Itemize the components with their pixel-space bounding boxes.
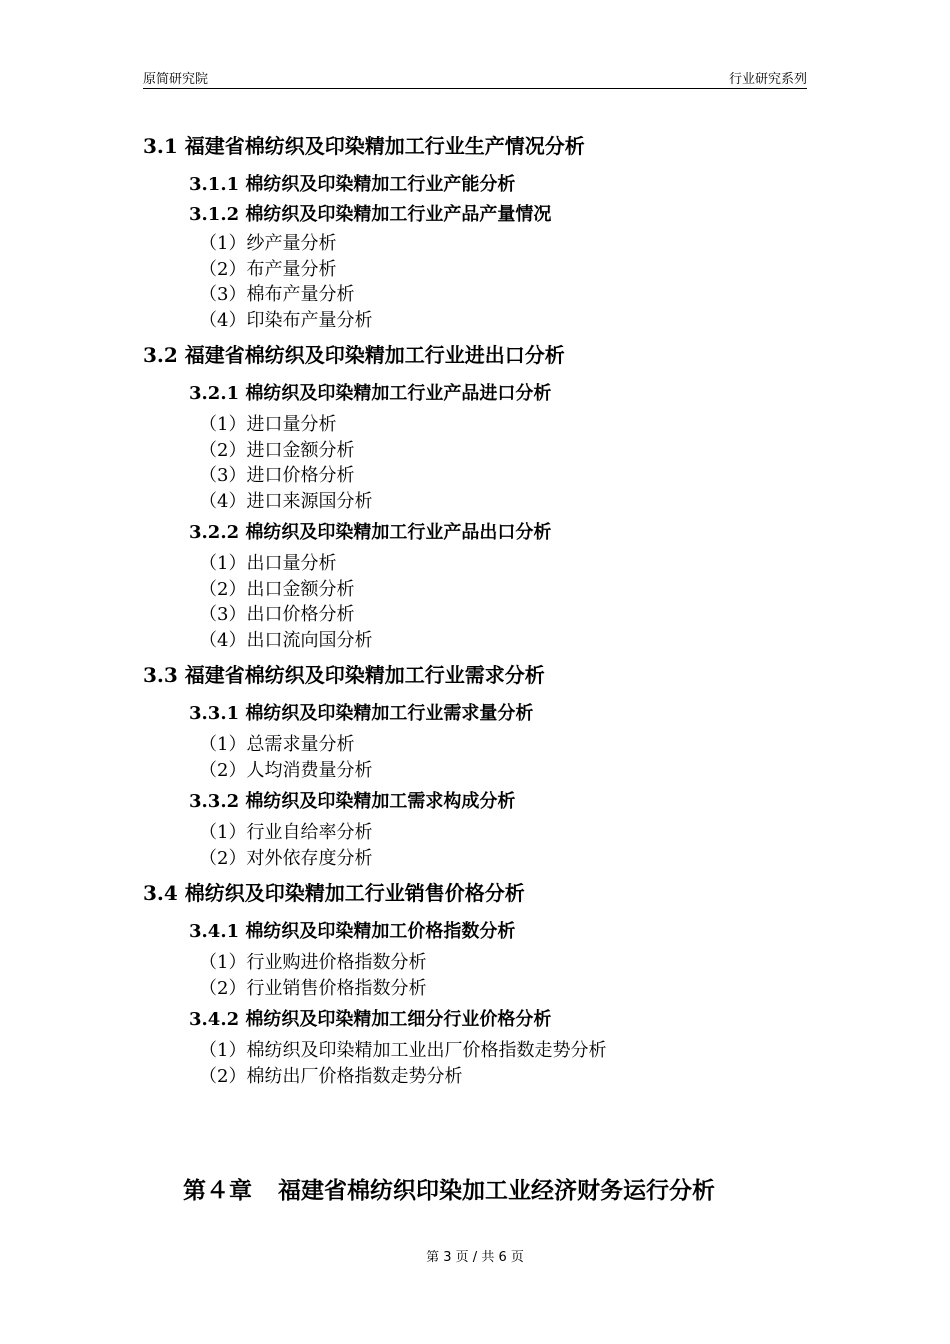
table-of-contents bbox=[143, 134, 823, 1089]
list-item: （2）人均消费量分析 bbox=[199, 759, 373, 781]
subsection-title-3-1-1: 3.1.1 棉纺织及印染精加工行业产能分析 bbox=[189, 174, 516, 195]
subsection-title-3-1-2: 3.1.2 棉纺织及印染精加工行业产品产量情况 bbox=[189, 204, 552, 225]
list-item: （2）棉纺出厂价格指数走势分析 bbox=[199, 1065, 463, 1087]
subsection-title-3-3-1: 3.3.1 棉纺织及印染精加工行业需求量分析 bbox=[189, 703, 534, 724]
subsection-title-3-2-1: 3.2.1 棉纺织及印染精加工行业产品进口分析 bbox=[189, 383, 552, 404]
section-title-3-3: 3.3 福建省棉纺织及印染精加工行业需求分析 bbox=[143, 663, 545, 687]
section-title-3-4: 3.4 棉纺织及印染精加工行业销售价格分析 bbox=[143, 881, 525, 905]
page-footer bbox=[0, 1246, 950, 1265]
subsection-title-3-4-1: 3.4.1 棉纺织及印染精加工价格指数分析 bbox=[189, 921, 516, 942]
list-item: （2）对外依存度分析 bbox=[199, 847, 373, 869]
list-item: （4）进口来源国分析 bbox=[199, 490, 373, 512]
chapter-number: 第４章 bbox=[183, 1178, 252, 1204]
section-title-3-2: 3.2 福建省棉纺织及印染精加工行业进出口分析 bbox=[143, 343, 565, 367]
subsection-title-3-3-2: 3.3.2 棉纺织及印染精加工需求构成分析 bbox=[189, 791, 516, 812]
list-item: （1）纱产量分析 bbox=[199, 233, 337, 254]
list-item: （2）出口金额分析 bbox=[199, 578, 355, 600]
list-item: （2）布产量分析 bbox=[199, 258, 337, 280]
subsection-title-3-2-2: 3.2.2 棉纺织及印染精加工行业产品出口分析 bbox=[189, 522, 552, 543]
header-series-name: 行业研究系列 bbox=[728, 72, 807, 87]
list-item: （4）印染布产量分析 bbox=[199, 309, 373, 331]
page-number: 第 3 页 / 共 6 页 bbox=[426, 1250, 524, 1265]
section-title-3-1: 3.1 福建省棉纺织及印染精加工行业生产情况分析 bbox=[143, 134, 585, 158]
list-item: （1）出口量分析 bbox=[199, 553, 337, 574]
list-item: （4）出口流向国分析 bbox=[199, 629, 373, 651]
list-item: （2）行业销售价格指数分析 bbox=[199, 977, 427, 999]
list-item: （3）进口价格分析 bbox=[199, 465, 355, 486]
page-header bbox=[143, 68, 807, 89]
list-item: （1）总需求量分析 bbox=[199, 734, 355, 755]
list-item: （2）进口金额分析 bbox=[199, 439, 355, 461]
chapter-title: 福建省棉纺织印染加工业经济财务运行分析 bbox=[278, 1178, 715, 1204]
chapter-heading bbox=[183, 1172, 715, 1205]
list-item: （3）棉布产量分析 bbox=[199, 284, 355, 305]
header-org-name: 原简研究院 bbox=[143, 72, 209, 87]
list-item: （1）行业购进价格指数分析 bbox=[199, 952, 427, 973]
list-item: （1）进口量分析 bbox=[199, 414, 337, 435]
list-item: （3）出口价格分析 bbox=[199, 604, 355, 625]
list-item: （1）行业自给率分析 bbox=[199, 822, 373, 843]
subsection-title-3-4-2: 3.4.2 棉纺织及印染精加工细分行业价格分析 bbox=[189, 1009, 552, 1030]
list-item: （1）棉纺织及印染精加工业出厂价格指数走势分析 bbox=[199, 1040, 607, 1061]
